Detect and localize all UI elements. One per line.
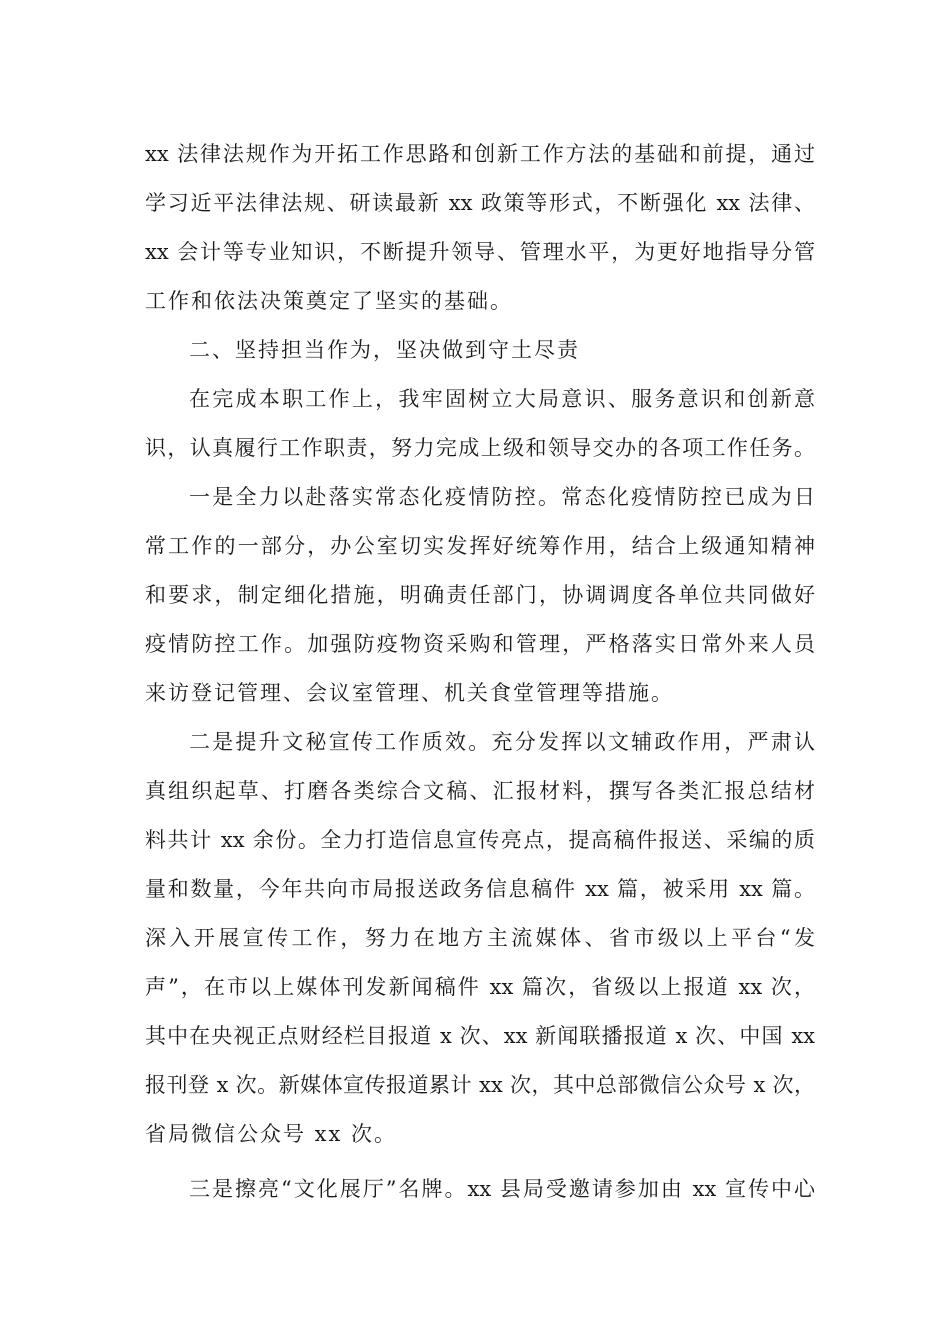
text-line: 量和数量，今年共向市局报送政务信息稿件 xx 篇，被采用 xx 篇。 <box>145 877 815 901</box>
text-line: 常工作的一部分，办公室切实发挥好统筹作用，结合上级通知精神 <box>145 534 815 558</box>
text-line: 识，认真履行工作职责，努力完成上级和领导交办的各项工作任务。 <box>145 436 815 460</box>
text-line: 省局微信公众号 xx 次。 <box>145 1122 398 1146</box>
text-line: xx 会计等专业知识，不断提升领导、管理水平，为更好地指导分管 <box>145 240 815 264</box>
text-line: 其中在央视正点财经栏目报道 x 次、xx 新闻联播报道 x 次、中国 xx <box>145 1024 815 1048</box>
text-line: 工作和依法决策奠定了坚实的基础。 <box>145 289 513 313</box>
text-line: 深入开展宣传工作，努力在地方主流媒体、省市级以上平台“发 <box>145 926 815 950</box>
text-line: 料共计 xx 余份。全力打造信息宣传亮点，提高稿件报送、采编的质 <box>145 828 815 852</box>
text-line: 学习近平法律法规、研读最新 xx 政策等形式，不断强化 xx 法律、 <box>145 191 815 215</box>
text-line: 真组织起草、打磨各类综合文稿、汇报材料，撰写各类汇报总结材 <box>145 779 815 803</box>
text-line: 和要求，制定细化措施，明确责任部门，协调调度各单位共同做好 <box>145 583 815 607</box>
section-heading: 二、坚持担当作为，坚决做到守土尽责 <box>189 338 580 362</box>
text-line: xx 法律法规作为开拓工作思路和创新工作方法的基础和前提，通过 <box>145 142 815 166</box>
text-line: 三是擦亮“文化展厅”名牌。xx 县局受邀请参加由 xx 宣传中心 <box>189 1177 815 1201</box>
text-line: 二是提升文秘宣传工作质效。充分发挥以文辅政作用，严肃认 <box>189 730 815 754</box>
text-line: 声”，在市以上媒体刊发新闻稿件 xx 篇次，省级以上报道 xx 次， <box>145 975 815 999</box>
text-line: 在完成本职工作上，我牢固树立大局意识、服务意识和创新意 <box>189 387 815 411</box>
text-line: 来访登记管理、会议室管理、机关食堂管理等措施。 <box>145 681 674 705</box>
text-line: 疫情防控工作。加强防疫物资采购和管理，严格落实日常外来人员 <box>145 632 815 656</box>
text-line: 报刊登 x 次。新媒体宣传报道累计 xx 次，其中总部微信公众号 x 次， <box>145 1073 815 1097</box>
text-line: 一是全力以赴落实常态化疫情防控。常态化疫情防控已成为日 <box>189 485 815 509</box>
document-body <box>145 130 815 1214</box>
